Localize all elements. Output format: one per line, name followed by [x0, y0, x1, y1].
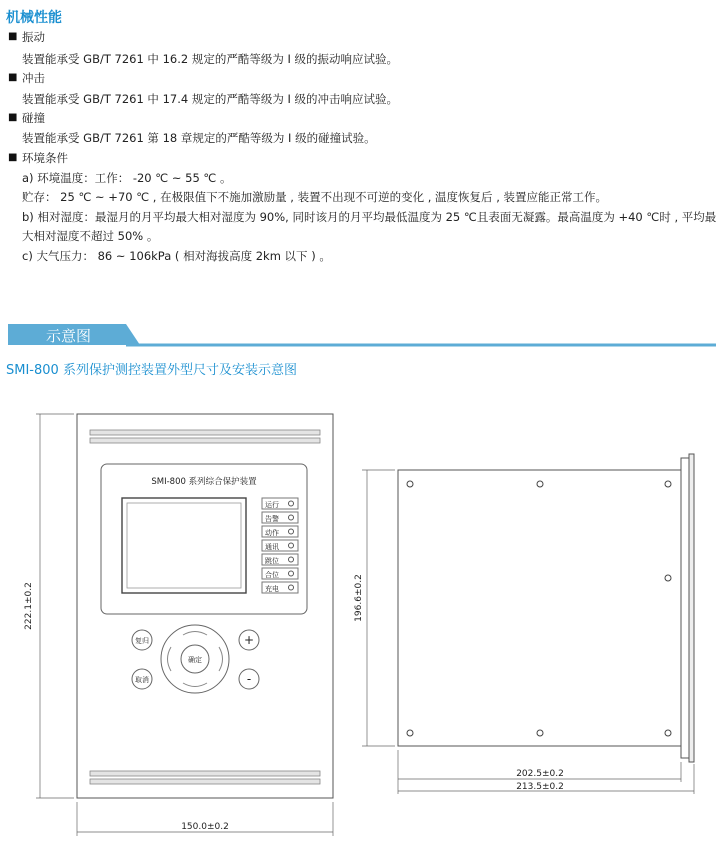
front-height-dimension: 222.1±0.2	[24, 582, 34, 630]
mech-heading: 机械性能	[6, 10, 62, 26]
side-height-dimension: 196.6±0.2	[354, 574, 364, 622]
env-temperature: a) 环境温度：工作： -20 ℃ ~ 55 ℃ 。	[22, 171, 232, 185]
indicator-trip-action: 动作	[265, 529, 279, 537]
section-band-title: 示意图	[46, 327, 92, 345]
side-depth-dimension-1: 202.5±0.2	[516, 769, 564, 779]
indicator-run: 运行	[265, 501, 279, 509]
bullet-icon: ■	[8, 112, 18, 123]
indicator-alarm: 告警	[265, 515, 279, 523]
reset-button-label: 复归	[135, 637, 149, 645]
env-pressure: c) 大气压力： 86 ~ 106kPa ( 相对海拔高度 2km 以下 ) 。	[22, 249, 331, 263]
ok-button-label: 确定	[188, 656, 202, 664]
indicator-comm: 通讯	[265, 543, 279, 551]
side-view	[362, 454, 694, 794]
cancel-button-label: 取消	[135, 676, 149, 684]
env-humidity-2: 大相对湿度不超过 50% 。	[22, 229, 159, 243]
env-storage: 贮存： 25 ℃ ~ +70 ℃ , 在极限值下不施加激励量 , 装置不出现不可逆的变化 , 温度恢复后 , 装置应能正常工作。	[22, 190, 608, 204]
indicator-close-pos: 合位	[265, 571, 279, 579]
bump-body: 装置能承受 GB/T 7261 第 18 章规定的严酷等级为 I 级的碰撞试验。	[22, 131, 376, 145]
plus-button-label: +	[243, 633, 255, 647]
indicator-trip-pos: 跳位	[265, 557, 279, 565]
diagram-subtitle: SMI-800 系列保护测控装置外型尺寸及安装示意图	[6, 363, 297, 378]
device-title: SMI-800 系列综合保护装置	[151, 477, 257, 487]
vibration-title: 振动	[22, 30, 45, 44]
shock-body: 装置能承受 GB/T 7261 中 17.4 规定的严酷等级为 I 级的冲击响应试验。	[22, 92, 399, 106]
bullet-icon: ■	[8, 31, 18, 42]
indicator-charge: 充电	[265, 585, 279, 593]
vibration-body: 装置能承受 GB/T 7261 中 16.2 规定的严酷等级为 I 级的振动响应试验。	[22, 52, 399, 66]
bump-title: 碰撞	[22, 111, 45, 125]
shock-title: 冲击	[22, 71, 45, 85]
indicator-list	[262, 498, 298, 593]
front-width-dimension: 150.0±0.2	[181, 822, 229, 832]
side-depth-dimension-2: 213.5±0.2	[516, 782, 564, 792]
bullet-icon: ■	[8, 152, 18, 163]
env-title: 环境条件	[22, 151, 68, 165]
bullet-icon: ■	[8, 72, 18, 83]
env-humidity-1: b) 相对湿度：最湿月的月平均最大相对湿度为 90%, 同时该月的月平均最低温度为 25 ℃且表面无凝露。最高温度为 +40 ℃时 , 平均最	[22, 210, 717, 224]
minus-button-label: -	[246, 672, 252, 686]
